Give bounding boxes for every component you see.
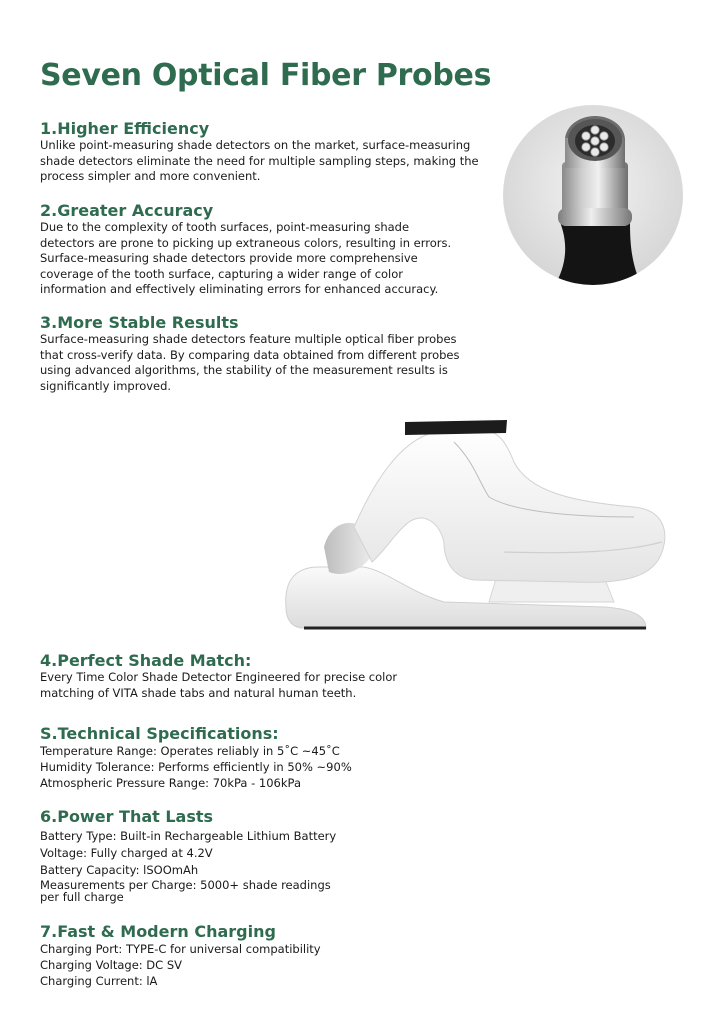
- section-heading: 3.More Stable Results: [40, 313, 239, 332]
- section-higher-efficiency: [40, 120, 480, 185]
- section-body: Every Time Color Shade Detector Engineered for precise color matching of VITA shade tabs and natural human teeth.: [40, 670, 398, 700]
- spec-line: Measurements per Charge: 5000+ shade readings: [40, 878, 331, 892]
- section-body: Unlike point-measuring shade detectors on the market, surface-measuring shade detectors eliminate the need for multiple sampling steps, making the process simpler and more convenient.: [40, 138, 479, 184]
- section-heading: 2.Greater Accuracy: [40, 201, 214, 220]
- page-title: Seven Optical Fiber Probes: [40, 58, 492, 93]
- section-greater-accuracy: [40, 202, 460, 298]
- section-more-stable-results: [40, 314, 465, 394]
- probe-tip-photo: [502, 104, 684, 286]
- section-perfect-shade-match: [40, 652, 420, 701]
- spec-line: per full charge: [40, 890, 124, 904]
- spec-line: Battery Type: Built-in Rechargeable Lithium Battery: [40, 829, 337, 843]
- spec-line: Battery Capacity: lSOOmAh: [40, 863, 199, 877]
- section-heading: 1.Higher Efficiency: [40, 119, 210, 138]
- section-heading: 6.Power That Lasts: [40, 807, 214, 826]
- spec-line: Charging Voltage: DC SV: [40, 958, 183, 972]
- spec-line: Voltage: Fully charged at 4.2V: [40, 846, 213, 860]
- section-heading: 7.Fast & Modern Charging: [40, 922, 276, 941]
- spec-line: Temperature Range: Operates reliably in 5˚C ~45˚C: [40, 744, 340, 758]
- spec-line: Charging Port: TYPE-C for universal compatibility: [40, 942, 321, 956]
- section-technical-specifications: [40, 725, 480, 791]
- spec-line: Atmospheric Pressure Range: 70kPa - 106kPa: [40, 776, 302, 790]
- section-heading: S.Technical Specifications:: [40, 724, 279, 743]
- section-fast-modern-charging: [40, 923, 480, 989]
- section-power-that-lasts: [40, 808, 480, 903]
- spec-line: Charging Current: lA: [40, 974, 158, 988]
- section-body: Surface-measuring shade detectors feature multiple optical fiber probes that cross-verify data. By comparing data obtained from different probes using advanced algorithms, the stability of the measurement results is significantly improved.: [40, 332, 460, 393]
- spec-line: Humidity Tolerance: Performs efficiently in 50% ~90%: [40, 760, 352, 774]
- section-heading: 4.Perfect Shade Match:: [40, 651, 252, 670]
- section-body: Due to the complexity of tooth surfaces, point-measuring shade detectors are prone to picking up extraneous colors, resulting in errors. Surface-measuring shade detectors provide more comprehensive coverage of the tooth surface, capturing a wider range of color information and effectively eliminating errors for enhanced accuracy.: [40, 220, 452, 297]
- shade-detector-device-photo: [274, 402, 674, 642]
